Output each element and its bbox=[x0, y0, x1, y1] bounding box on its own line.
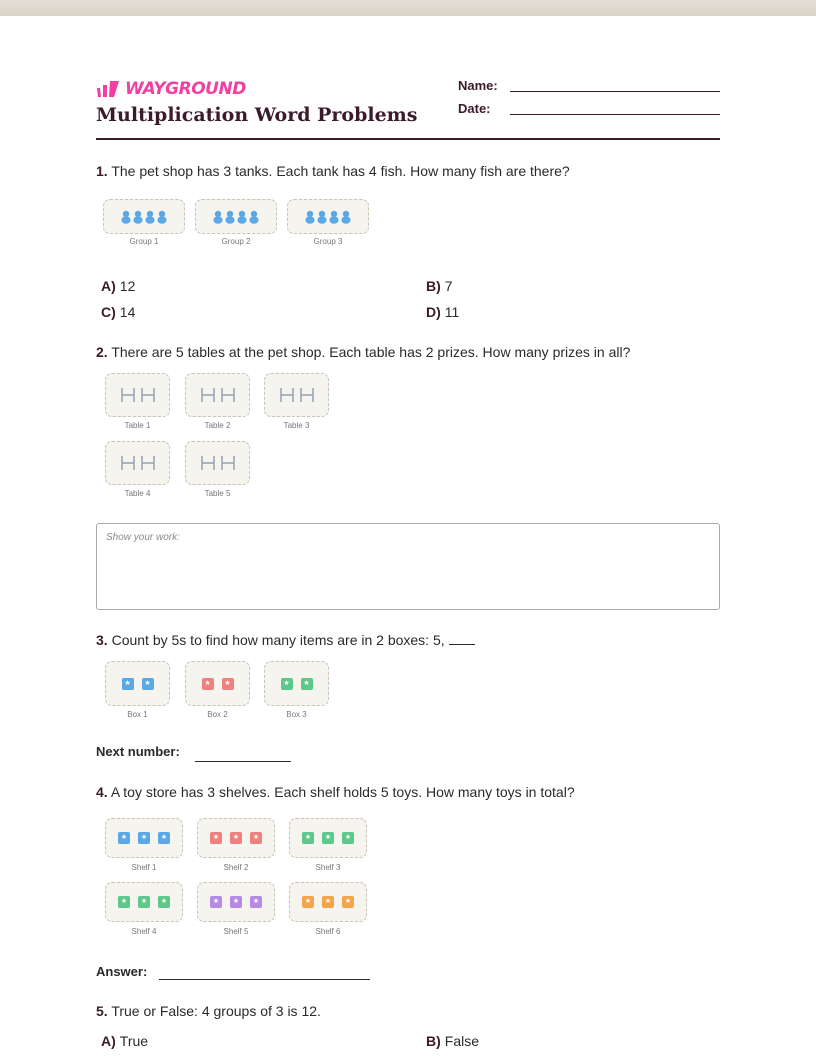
group-caption: Group 1 bbox=[129, 237, 159, 246]
group-caption: Shelf 5 bbox=[223, 927, 249, 936]
show-work-label: Show your work: bbox=[106, 532, 180, 543]
choice-letter: A) bbox=[101, 278, 116, 294]
choice-letter: B) bbox=[426, 1033, 441, 1049]
fish-icon bbox=[225, 210, 235, 224]
choice-text: False bbox=[444, 1033, 480, 1049]
table-icon bbox=[120, 387, 136, 403]
group-caption: Table 2 bbox=[204, 421, 231, 430]
group-caption: Group 2 bbox=[221, 237, 251, 246]
group-caption: Shelf 6 bbox=[315, 927, 341, 936]
fish-icon bbox=[341, 210, 351, 224]
header-divider bbox=[96, 138, 720, 140]
question-text: True or False: 4 groups of 3 is 12. bbox=[111, 1003, 321, 1019]
page-title: Multiplication Word Problems bbox=[96, 104, 418, 126]
group-caption: Box 3 bbox=[286, 710, 307, 719]
toy-icon bbox=[230, 832, 242, 844]
toy-icon bbox=[138, 832, 150, 844]
group-caption: Table 4 bbox=[124, 489, 151, 498]
fish-icon bbox=[305, 210, 315, 224]
fish-icon bbox=[249, 210, 259, 224]
group-caption: Shelf 1 bbox=[131, 863, 157, 872]
fish-group bbox=[103, 199, 185, 234]
shelf-group bbox=[197, 818, 275, 858]
table-group bbox=[264, 373, 329, 417]
table-icon bbox=[220, 387, 236, 403]
question-text: There are 5 tables at the pet shop. Each table has 2 prizes. How many prizes in all? bbox=[111, 344, 631, 360]
table-icon bbox=[140, 387, 156, 403]
toy-icon bbox=[118, 896, 130, 908]
group-caption: Box 1 bbox=[127, 710, 148, 719]
toy-icon bbox=[118, 832, 130, 844]
fish-group bbox=[287, 199, 369, 234]
group-caption: Table 5 bbox=[204, 489, 231, 498]
table-icon bbox=[140, 455, 156, 471]
question-text: Count by 5s to find how many items are in 2 boxes: 5, bbox=[111, 632, 449, 648]
date-label: Date: bbox=[458, 101, 491, 116]
choice-letter: A) bbox=[101, 1033, 116, 1049]
item-box bbox=[105, 661, 170, 706]
answer-label: Answer: bbox=[96, 964, 148, 979]
question-4 bbox=[96, 784, 575, 800]
shelf-group bbox=[289, 882, 367, 922]
toy-icon bbox=[281, 678, 293, 690]
fish-icon bbox=[213, 210, 223, 224]
question-number: 4. bbox=[96, 784, 108, 800]
fish-icon bbox=[133, 210, 143, 224]
top-edge-bar bbox=[0, 0, 816, 16]
table-icon bbox=[220, 455, 236, 471]
next-number-field[interactable] bbox=[195, 761, 291, 762]
toy-icon bbox=[342, 896, 354, 908]
brand-name: WAYGROUND bbox=[125, 79, 246, 99]
choice-text: True bbox=[119, 1033, 149, 1049]
question-3 bbox=[96, 632, 475, 648]
date-field[interactable] bbox=[510, 114, 720, 115]
question-number: 3. bbox=[96, 632, 108, 648]
toy-icon bbox=[250, 896, 262, 908]
group-caption: Shelf 4 bbox=[131, 927, 157, 936]
toy-icon bbox=[342, 832, 354, 844]
question-number: 1. bbox=[96, 163, 108, 179]
table-icon bbox=[200, 455, 216, 471]
fish-icon bbox=[145, 210, 155, 224]
question-5 bbox=[96, 1003, 321, 1019]
question-text: The pet shop has 3 tanks. Each tank has 4 fish. How many fish are there? bbox=[111, 163, 570, 179]
group-caption: Group 3 bbox=[313, 237, 343, 246]
group-caption: Table 3 bbox=[283, 421, 310, 430]
choice-text: 11 bbox=[444, 304, 460, 320]
item-box bbox=[185, 661, 250, 706]
group-caption: Shelf 2 bbox=[223, 863, 249, 872]
choice-text: 12 bbox=[119, 278, 136, 294]
choice-true[interactable] bbox=[101, 1033, 148, 1049]
question-number: 5. bbox=[96, 1003, 108, 1019]
toy-icon bbox=[322, 896, 334, 908]
toy-icon bbox=[222, 678, 234, 690]
toy-icon bbox=[138, 896, 150, 908]
inline-blank[interactable] bbox=[449, 632, 475, 645]
question-2 bbox=[96, 344, 630, 360]
choice-letter: D) bbox=[426, 304, 441, 320]
choice-false[interactable] bbox=[426, 1033, 479, 1049]
choice-b[interactable] bbox=[426, 278, 453, 294]
question-text: A toy store has 3 shelves. Each shelf holds 5 toys. How many toys in total? bbox=[110, 784, 575, 800]
question-number: 2. bbox=[96, 344, 108, 360]
shelf-group bbox=[105, 818, 183, 858]
toy-icon bbox=[210, 832, 222, 844]
shelf-group bbox=[105, 882, 183, 922]
group-caption: Box 2 bbox=[207, 710, 228, 719]
choice-letter: C) bbox=[101, 304, 116, 320]
toy-icon bbox=[230, 896, 242, 908]
fish-icon bbox=[329, 210, 339, 224]
table-group bbox=[185, 373, 250, 417]
item-box bbox=[264, 661, 329, 706]
toy-icon bbox=[302, 896, 314, 908]
choice-text: 7 bbox=[444, 278, 453, 294]
table-group bbox=[105, 441, 170, 485]
toy-icon bbox=[158, 832, 170, 844]
brand-logo bbox=[96, 79, 246, 99]
answer-field[interactable] bbox=[159, 979, 370, 980]
name-field[interactable] bbox=[510, 91, 720, 92]
toy-icon bbox=[322, 832, 334, 844]
name-label: Name: bbox=[458, 78, 498, 93]
toy-icon bbox=[158, 896, 170, 908]
show-work-box[interactable] bbox=[96, 523, 720, 610]
table-icon bbox=[279, 387, 295, 403]
table-icon bbox=[299, 387, 315, 403]
group-caption: Table 1 bbox=[124, 421, 151, 430]
fish-group bbox=[195, 199, 277, 234]
choice-a[interactable] bbox=[101, 278, 135, 294]
toy-icon bbox=[302, 832, 314, 844]
table-group bbox=[105, 373, 170, 417]
toy-icon bbox=[250, 832, 262, 844]
fish-icon bbox=[157, 210, 167, 224]
next-number-label: Next number: bbox=[96, 744, 180, 759]
group-caption: Shelf 3 bbox=[315, 863, 341, 872]
toy-icon bbox=[301, 678, 313, 690]
toy-icon bbox=[202, 678, 214, 690]
shelf-group bbox=[197, 882, 275, 922]
toy-icon bbox=[210, 896, 222, 908]
toy-icon bbox=[122, 678, 134, 690]
fish-icon bbox=[121, 210, 131, 224]
fish-icon bbox=[317, 210, 327, 224]
question-1 bbox=[96, 163, 570, 179]
choice-c[interactable] bbox=[101, 304, 135, 320]
wayground-logo-icon bbox=[96, 81, 120, 97]
table-icon bbox=[120, 455, 136, 471]
shelf-group bbox=[289, 818, 367, 858]
choice-d[interactable] bbox=[426, 304, 459, 320]
table-icon bbox=[200, 387, 216, 403]
fish-icon bbox=[237, 210, 247, 224]
choice-text: 14 bbox=[119, 304, 136, 320]
table-group bbox=[185, 441, 250, 485]
toy-icon bbox=[142, 678, 154, 690]
choice-letter: B) bbox=[426, 278, 441, 294]
